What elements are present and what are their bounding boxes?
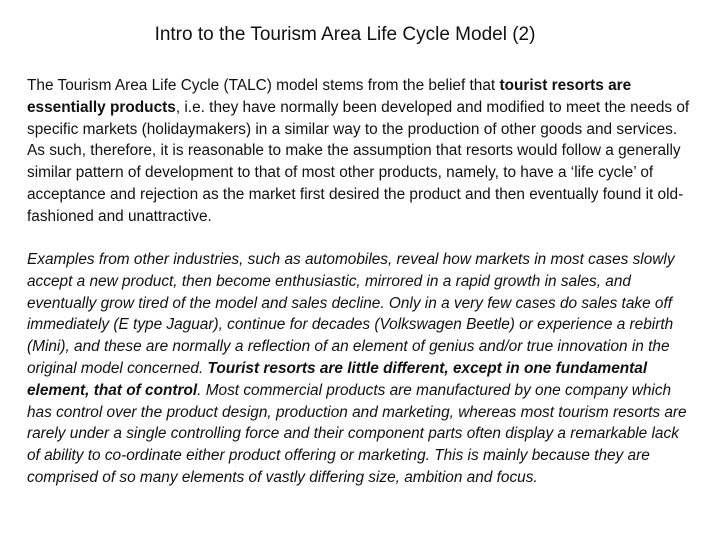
paragraph-talc-intro bbox=[27, 75, 695, 228]
paragraph-text: The Tourism Area Life Cycle (TALC) model stems from the belief that bbox=[27, 77, 500, 94]
page-title: Intro to the Tourism Area Life Cycle Model (2) bbox=[154, 24, 536, 45]
paragraph-text: , i.e. they have normally been developed and modified to meet the needs of specific markets (holidaymakers) in a similar way to the production of other goods and services. As such, therefore, it is reasonable to make the assumption that resorts would follow a generally similar pattern of development to that of most other products, namely, to have a ‘life cycle’ of acceptance and rejection as the market first desired the product and then eventually found it old-fashioned and unattractive. bbox=[27, 98, 690, 225]
emphasis-text: Tourist resorts are little different, except in one fundamental element, that of control bbox=[27, 359, 648, 399]
paragraph-text: Examples from other industries, such as automobiles, reveal how markets in most cases slowly accept a new product, then become enthusiastic, mirrored in a rapid growth in sales, and eventually grow tired of the model and sales decline. Only in a very few cases do sales take off immediately (E type Jaguar), continue for decades (Volkswagen Beetle) or experience a rebirth (Mini), and these are normally a reflection of an element of genius and/or true innovation in the original model concerned. bbox=[27, 251, 675, 377]
emphasis-text: tourist resorts are essentially products bbox=[27, 77, 632, 116]
paragraph-text: . Most commercial products are manufactured by one company which has control over the product design, production and marketing, whereas most tourism resorts are rarely under a single controlling force and their component parts often display a remarkable lack of ability to co-ordinate either product offering or marketing. This is mainly because they are comprised of so many elements of vastly differing size, ambition and focus. bbox=[27, 381, 687, 486]
paragraph-industry-examples bbox=[27, 249, 695, 489]
